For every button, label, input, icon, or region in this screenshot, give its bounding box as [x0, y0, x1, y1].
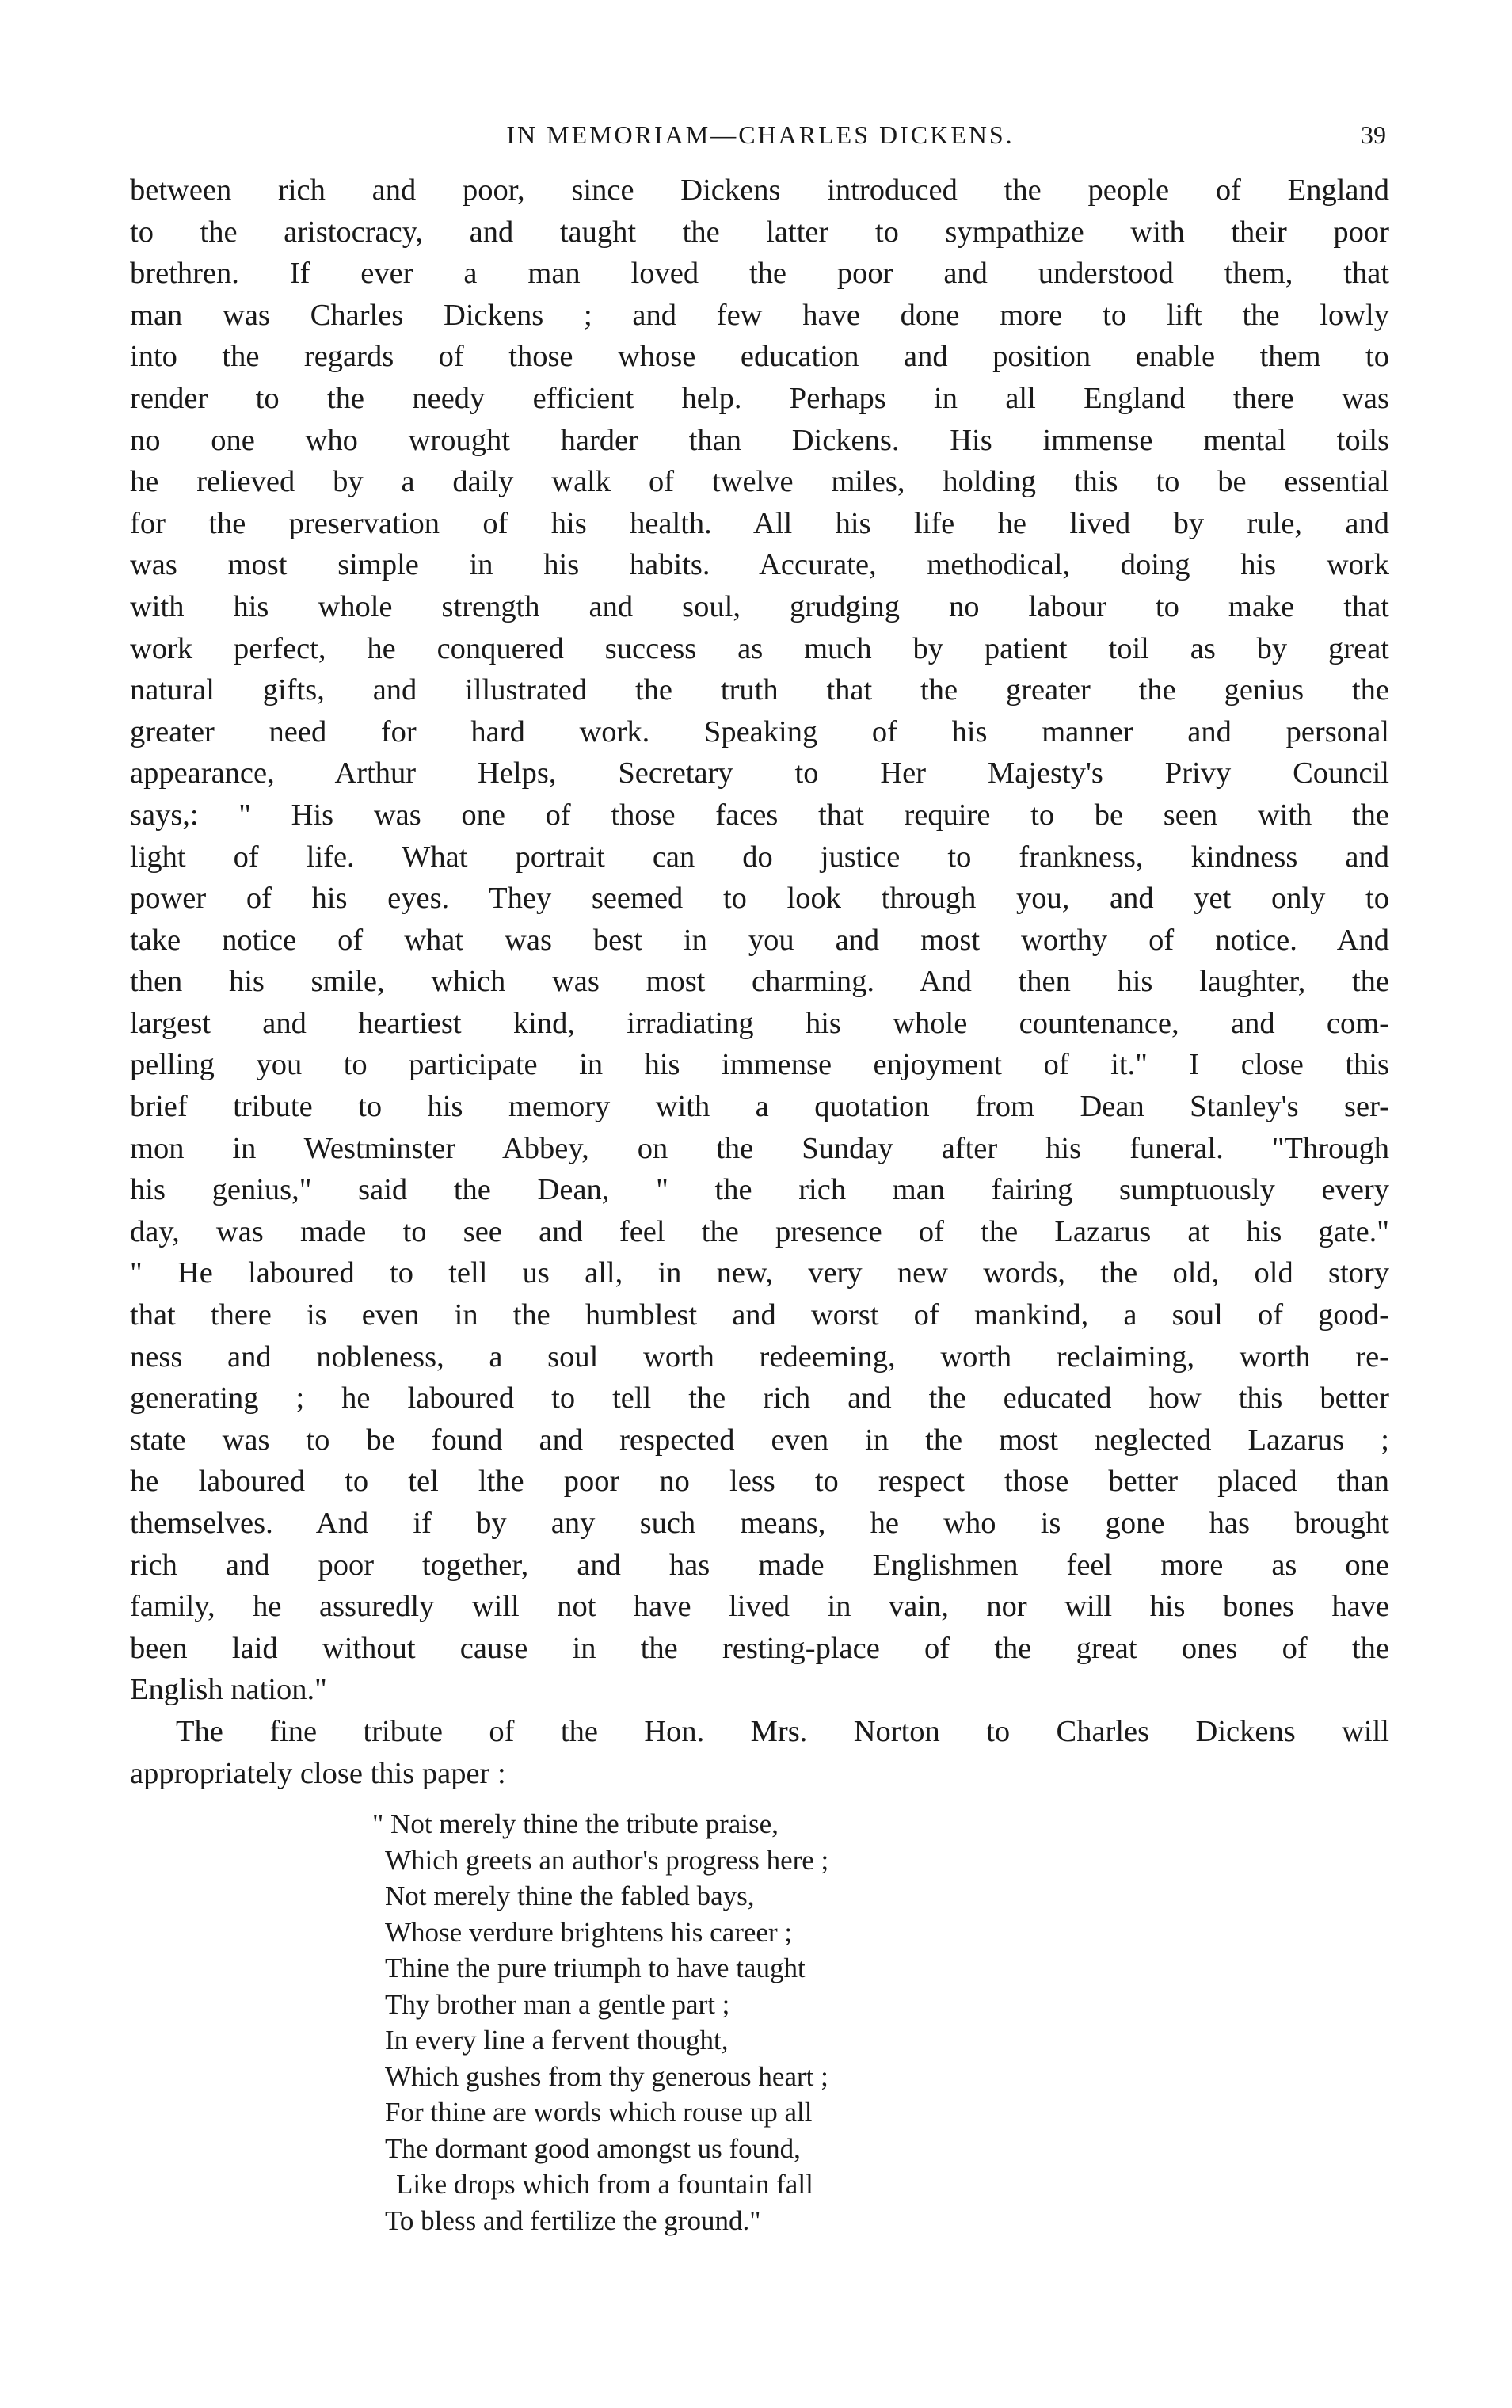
poem-line: Thine the pure triumph to have taught — [385, 1953, 806, 1983]
running-title: IN MEMORIAM—CHARLES DICKENS. — [506, 120, 1015, 149]
text-line: pelling you to participate in his immense enjoyment of it." I close this — [130, 1048, 1389, 1082]
text-line: The fine tribute of the Hon. Mrs. Norton to Charles Dickens will — [176, 1714, 1389, 1748]
text-line: to the aristocracy, and taught the latter to sympathize with their poor — [130, 215, 1389, 249]
text-line: light of life. What portrait can do justice to frankness, kindness and — [130, 840, 1389, 874]
poem-line: Which greets an author's progress here ; — [385, 1844, 829, 1876]
poem-line: For thine are words which rouse up all — [385, 2097, 813, 2128]
poem-line: In every line a fervent thought, — [385, 2025, 729, 2056]
text-line: render to the needy efficient help. Perhaps in all England there was — [130, 381, 1389, 415]
text-line: was most simple in his habits. Accurate, methodical, doing his work — [130, 548, 1389, 582]
page-number: 39 — [1361, 120, 1386, 149]
text-line: power of his eyes. They seemed to look through you, and yet only to — [130, 882, 1389, 916]
poem-quotation — [372, 1806, 1085, 2238]
text-line: been laid without cause in the resting-place of the great ones of the — [130, 1631, 1389, 1665]
text-line: that there is even in the humblest and worst of mankind, a soul of good- — [130, 1298, 1389, 1332]
text-line: says,: " His was one of those faces that require to be seen with the — [130, 798, 1389, 832]
text-line: no one who wrought harder than Dickens. His immense mental toils — [130, 423, 1389, 457]
text-line: work perfect, he conquered success as much by patient toil as by great — [130, 631, 1389, 665]
text-line: family, he assuredly will not have lived in vain, nor will his bones have — [130, 1590, 1389, 1624]
poem-line: Which gushes from thy generous heart ; — [385, 2060, 828, 2092]
poem-line: " Not merely thine the tribute praise, — [372, 1808, 779, 1839]
running-head — [135, 120, 1386, 155]
text-line: brief tribute to his memory with a quotation from Dean Stanley's ser- — [130, 1090, 1389, 1124]
poem-line: The dormant good amongst us found, — [385, 2132, 801, 2164]
text-line: with his whole strength and soul, grudging no labour to make that — [130, 589, 1389, 623]
text-line: " He laboured to tell us all, in new, very new words, the old, old story — [130, 1256, 1389, 1290]
text-line: man was Charles Dickens ; and few have done more to lift the lowly — [130, 298, 1389, 332]
body-text — [130, 170, 1389, 1794]
text-line: state was to be found and respected even in the most neglected Lazarus ; — [130, 1423, 1389, 1457]
text-line: appropriately close this paper : — [130, 1756, 506, 1790]
text-line: themselves. And if by any such means, he who is gone has brought — [130, 1507, 1389, 1540]
text-line: English nation." — [130, 1673, 327, 1707]
poem-line: To bless and fertilize the ground." — [385, 2204, 761, 2236]
text-line: he laboured to tel lthe poor no less to respect those better placed than — [130, 1465, 1389, 1499]
text-line: natural gifts, and illustrated the truth that the greater the genius the — [130, 673, 1389, 707]
text-line: greater need for hard work. Speaking of his manner and personal — [130, 714, 1389, 749]
text-line: brethren. If ever a man loved the poor and understood them, that — [130, 257, 1389, 291]
poem-line: Thy brother man a gentle part ; — [385, 1988, 730, 2020]
text-line: generating ; he laboured to tell the rich and the educated how this better — [130, 1381, 1389, 1415]
text-line: ness and nobleness, a soul worth redeeming, worth reclaiming, worth re- — [130, 1339, 1389, 1374]
text-line: between rich and poor, since Dickens introduced the people of England — [130, 173, 1389, 207]
poem-line: Not merely thine the fabled bays, — [385, 1880, 755, 1911]
text-line: into the regards of those whose education and position enable them to — [130, 340, 1389, 374]
poem-line: Like drops which from a fountain fall — [396, 2169, 813, 2200]
text-line: day, was made to see and feel the presence of the Lazarus at his gate." — [130, 1214, 1389, 1248]
text-line: he relieved by a daily walk of twelve miles, holding this to be essential — [130, 465, 1389, 499]
text-line: mon in Westminster Abbey, on the Sunday after his funeral. "Through — [130, 1131, 1389, 1165]
text-line: take notice of what was best in you and most worthy of notice. And — [130, 923, 1389, 957]
text-line: largest and heartiest kind, irradiating his whole countenance, and com- — [130, 1006, 1389, 1040]
text-line: appearance, Arthur Helps, Secretary to Her Majesty's Privy Council — [130, 756, 1389, 791]
text-line: for the preservation of his health. All his life he lived by rule, and — [130, 506, 1389, 540]
poem-line: Whose verdure brightens his career ; — [385, 1916, 793, 1948]
text-line: his genius," said the Dean, " the rich man fairing sumptuously every — [130, 1173, 1389, 1207]
text-line: then his smile, which was most charming. And then his laughter, the — [130, 965, 1389, 999]
text-line: rich and poor together, and has made Englishmen feel more as one — [130, 1548, 1389, 1582]
